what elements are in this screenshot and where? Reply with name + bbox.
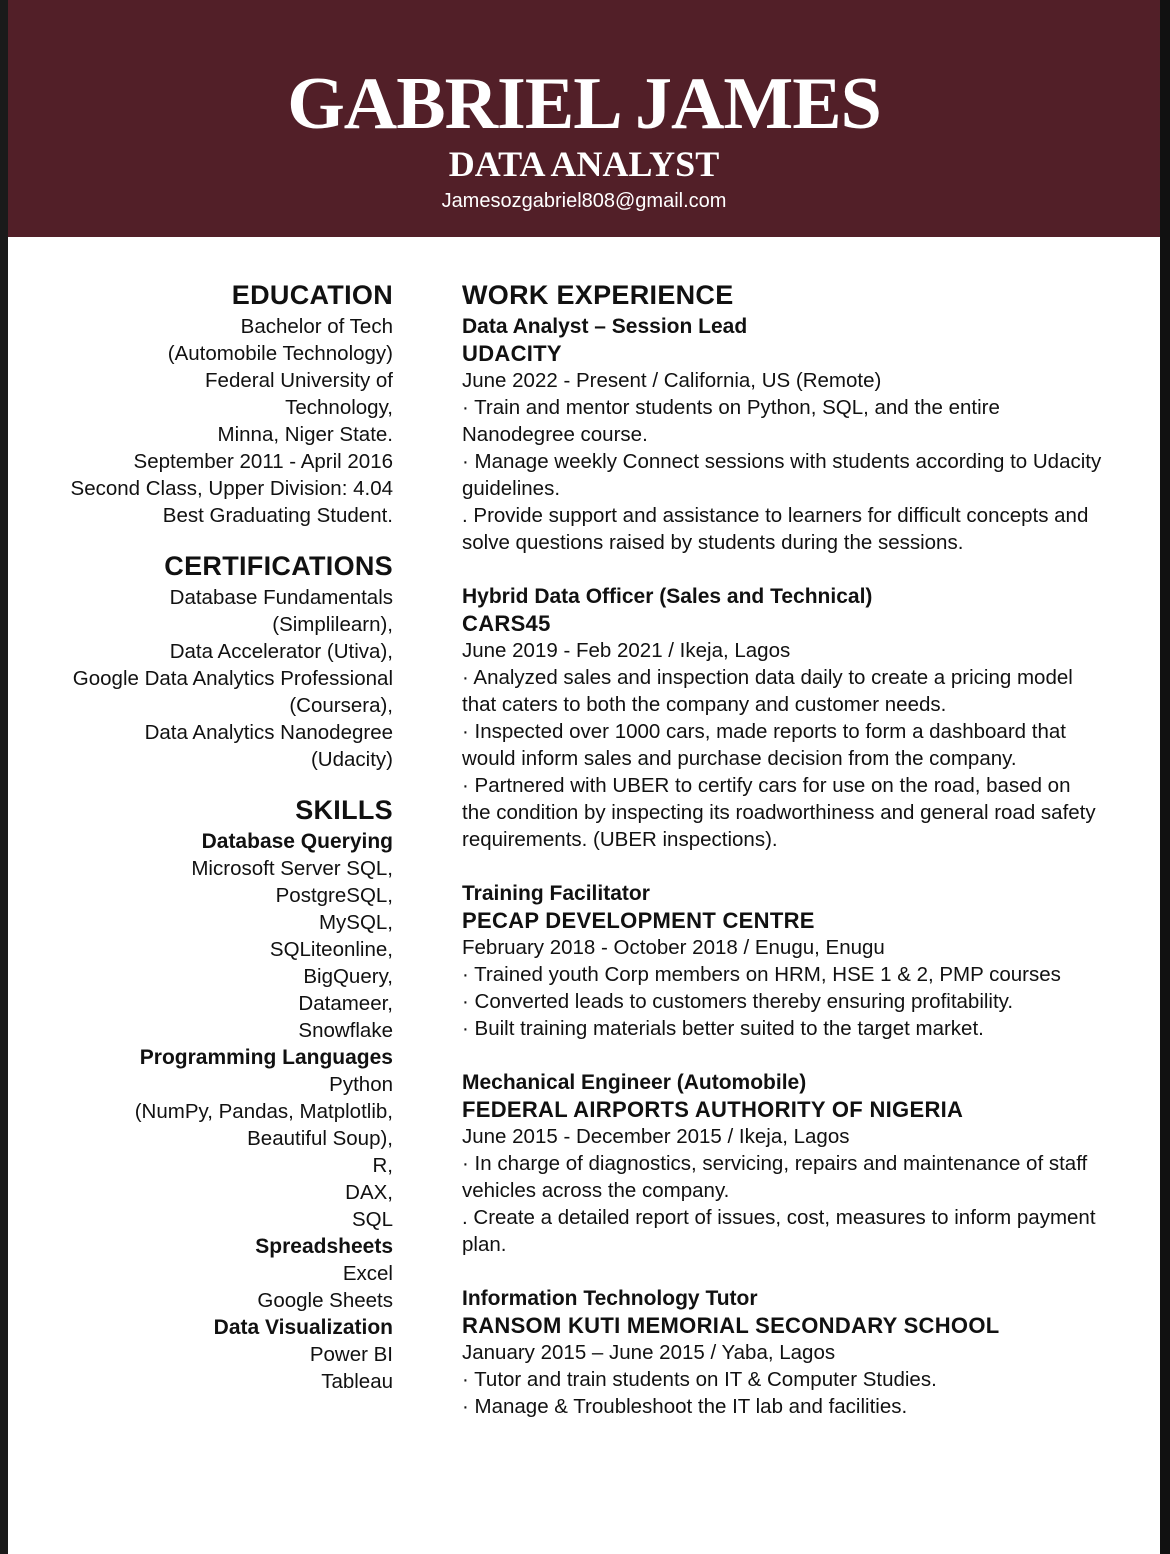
skill-item: Tableau [321, 1370, 393, 1393]
job-bullet: · Converted leads to customers thereby ensuring profitability. [462, 990, 1014, 1013]
job-company: RANSOM KUTI MEMORIAL SECONDARY SCHOOL [462, 1313, 1000, 1338]
job-dates: June 2022 - Present / California, US (Remote) [462, 369, 882, 392]
job-dates: June 2019 - Feb 2021 / Ikeja, Lagos [462, 639, 791, 662]
job-company: PECAP DEVELOPMENT CENTRE [462, 908, 815, 933]
candidate-role: DATA ANALYST [448, 144, 720, 184]
page-edge [1160, 0, 1170, 1554]
education-line: September 2011 - April 2016 [133, 450, 393, 473]
skill-item: SQLiteonline, [269, 938, 393, 961]
certification-line: (Udacity) [310, 748, 393, 771]
education-line: (Automobile Technology) [167, 342, 393, 365]
certifications-heading: CERTIFICATIONS [164, 551, 393, 581]
job-bullet: · Analyzed sales and inspection data daily to create a pricing model that caters to both the company and customer needs. [462, 666, 1073, 716]
job-entry [462, 1285, 1102, 1420]
certification-line: (Coursera), [289, 694, 393, 717]
job-title: Hybrid Data Officer (Sales and Technical) [462, 585, 873, 608]
job-bullet: · In charge of diagnostics, servicing, repairs and maintenance of staff vehicles across the company. [462, 1152, 1088, 1202]
skill-item: Power BI [309, 1343, 393, 1366]
job-title: Data Analyst – Session Lead [462, 315, 748, 338]
education-line: Best Graduating Student. [162, 504, 393, 527]
certifications-block [8, 584, 393, 773]
job-title: Training Facilitator [462, 882, 650, 905]
job-dates: January 2015 – June 2015 / Yaba, Lagos [462, 1341, 836, 1364]
skill-item: Python [329, 1073, 393, 1096]
skill-item: DAX, [345, 1181, 393, 1204]
job-bullet: · Built training materials better suited to the target market. [462, 1017, 984, 1040]
skill-category: Programming Languages [139, 1046, 393, 1069]
job-entry [462, 313, 1102, 556]
job-entry [462, 880, 1102, 1042]
skill-item: Microsoft Server SQL, [191, 857, 393, 880]
header-banner [8, 0, 1160, 237]
certification-line: (Simplilearn), [272, 613, 393, 636]
skills-block [8, 828, 393, 1395]
job-bullet: · Train and mentor students on Python, SQL, and the entire Nanodegree course. [462, 396, 1000, 446]
candidate-name: GABRIEL JAMES [287, 63, 881, 145]
skill-item: Excel [342, 1262, 393, 1285]
resume-page [8, 0, 1160, 1554]
skill-item: Beautiful Soup), [247, 1127, 393, 1150]
job-bullet: . Create a detailed report of issues, cost, measures to inform payment plan. [462, 1206, 1096, 1256]
education-line: Minna, Niger State. [217, 423, 393, 446]
skills-heading: SKILLS [295, 795, 393, 825]
job-title: Mechanical Engineer (Automobile) [462, 1071, 807, 1094]
job-bullet: · Tutor and train students on IT & Computer Studies. [462, 1368, 937, 1391]
job-company: UDACITY [462, 341, 562, 366]
right-column [462, 278, 1102, 1420]
job-entry [462, 1069, 1102, 1258]
job-title: Information Technology Tutor [462, 1287, 758, 1310]
job-bullet: . Provide support and assistance to learners for difficult concepts and solve questions raised by students during the sessions. [462, 504, 1089, 554]
skill-category: Data Visualization [213, 1316, 393, 1339]
job-bullet: · Inspected over 1000 cars, made reports to form a dashboard that would inform sales and purchase decision from the company. [462, 720, 1066, 770]
job-bullet: · Trained youth Corp members on HRM, HSE 1 & 2, PMP courses [462, 963, 1061, 986]
education-line: Bachelor of Tech [240, 315, 393, 338]
education-block [8, 313, 393, 529]
certification-line: Database Fundamentals [169, 586, 393, 609]
job-bullet: · Partnered with UBER to certify cars for use on the road, based on the condition by inspecting its roadworthiness and general road safety requirements. (UBER inspections). [462, 774, 1096, 851]
certification-line: Data Accelerator (Utiva), [169, 640, 393, 663]
job-bullet: · Manage & Troubleshoot the IT lab and facilities. [462, 1395, 908, 1418]
skill-category: Spreadsheets [255, 1235, 393, 1258]
skill-item: Datameer, [298, 992, 393, 1015]
left-column [8, 278, 393, 1395]
education-line: Federal University of [205, 369, 393, 392]
skill-item: Google Sheets [257, 1289, 393, 1312]
skill-item: MySQL, [318, 911, 393, 934]
certification-line: Google Data Analytics Professional [72, 667, 393, 690]
skill-item: R, [372, 1154, 393, 1177]
education-line: Technology, [285, 396, 393, 419]
certification-line: Data Analytics Nanodegree [144, 721, 393, 744]
job-bullet: · Manage weekly Connect sessions with students according to Udacity guidelines. [462, 450, 1102, 500]
job-dates: June 2015 - December 2015 / Ikeja, Lagos [462, 1125, 850, 1148]
skill-item: SQL [351, 1208, 393, 1231]
job-dates: February 2018 - October 2018 / Enugu, Enugu [462, 936, 885, 959]
job-company: FEDERAL AIRPORTS AUTHORITY OF NIGERIA [462, 1097, 964, 1122]
education-heading: EDUCATION [231, 280, 393, 310]
work-experience-heading: WORK EXPERIENCE [462, 280, 734, 310]
skill-item: Snowflake [298, 1019, 393, 1042]
skill-item: (NumPy, Pandas, Matplotlib, [134, 1100, 393, 1123]
education-line: Second Class, Upper Division: 4.04 [70, 477, 393, 500]
job-company: CARS45 [462, 611, 551, 636]
candidate-email: Jamesozgabriel808@gmail.com [441, 190, 727, 212]
skill-category: Database Querying [201, 830, 393, 853]
skill-item: BigQuery, [303, 965, 393, 988]
skill-item: PostgreSQL, [275, 884, 393, 907]
job-entry [462, 583, 1102, 853]
